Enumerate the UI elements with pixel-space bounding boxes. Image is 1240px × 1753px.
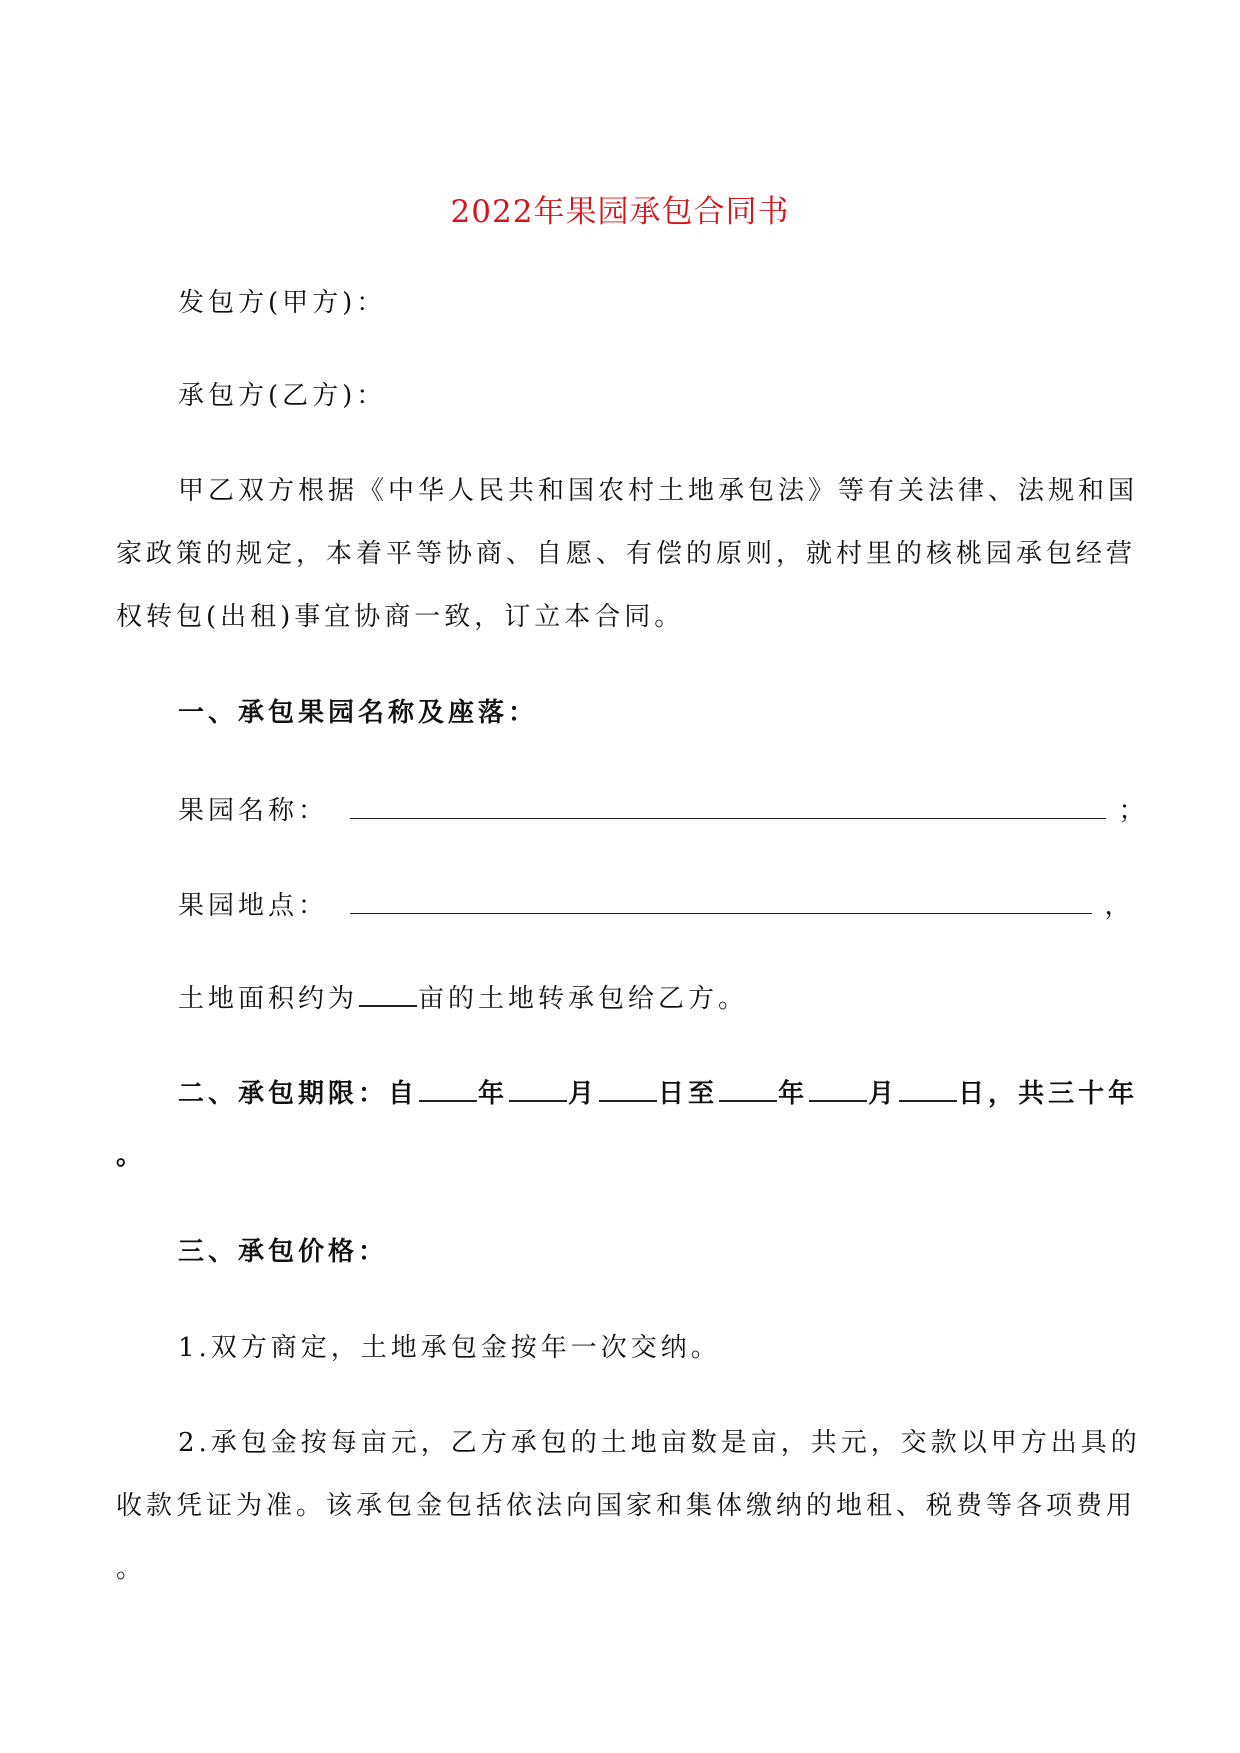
land-area-blank: [359, 985, 417, 1007]
end-day-blank: [899, 1080, 957, 1102]
orchard-location-end: ，: [1104, 891, 1135, 921]
term-year-1: 年: [478, 1079, 509, 1109]
land-area-row: [178, 985, 748, 1012]
orchard-location-row: [178, 891, 1135, 919]
orchard-name-blank: [350, 796, 1106, 819]
orchard-location-label: 果园地点：: [178, 891, 329, 921]
section-1-heading: 一、承包果园名称及座落：: [178, 698, 539, 728]
party-b-label: 承包方(乙方)：: [178, 381, 387, 411]
start-month-blank: [509, 1080, 567, 1102]
orchard-location-blank: [350, 891, 1092, 914]
term-month-1: 月: [568, 1079, 599, 1109]
section-2-end: 。: [116, 1141, 147, 1171]
term-prefix: 二、承包期限：自: [178, 1079, 419, 1109]
party-a-label: 发包方(甲方)：: [178, 288, 387, 318]
price-item-2-line-2: 收款凭证为准。该承包金包括依法向国家和集体缴纳的地租、税费等各项费用: [116, 1491, 1137, 1521]
intro-line-3: 权转包(出租)事宜协商一致，订立本合同。: [116, 602, 685, 632]
term-year-2: 年: [778, 1079, 809, 1109]
land-area-prefix: 土地面积约为: [178, 984, 359, 1014]
land-area-suffix: 亩的土地转承包给乙方。: [418, 984, 749, 1014]
start-day-blank: [599, 1080, 657, 1102]
end-year-blank: [719, 1080, 777, 1102]
orchard-name-end: ；: [1118, 796, 1149, 826]
term-month-2: 月: [868, 1079, 899, 1109]
term-day-2: 日，共三十年: [958, 1079, 1139, 1109]
end-month-blank: [809, 1080, 867, 1102]
orchard-name-row: [178, 796, 1149, 824]
start-year-blank: [419, 1080, 477, 1102]
section-3-heading: 三、承包价格：: [178, 1237, 389, 1267]
price-item-2-line-1: 2.承包金按每亩元，乙方承包的土地亩数是亩，共元，交款以甲方出具的: [178, 1428, 1141, 1458]
intro-line-2: 家政策的规定，本着平等协商、自愿、有偿的原则，就村里的核桃园承包经营: [116, 539, 1137, 569]
orchard-name-label: 果园名称：: [178, 796, 329, 826]
price-item-2-end: 。: [116, 1554, 147, 1584]
document-title: 2022年果园承包合同书: [450, 194, 790, 230]
term-day-1: 日至: [658, 1079, 719, 1109]
intro-line-1: 甲乙双方根据《中华人民共和国农村土地承包法》等有关法律、法规和国: [178, 476, 1139, 506]
price-item-1: 1.双方商定，土地承包金按年一次交纳。: [178, 1333, 721, 1363]
section-2-row: [178, 1080, 1138, 1107]
